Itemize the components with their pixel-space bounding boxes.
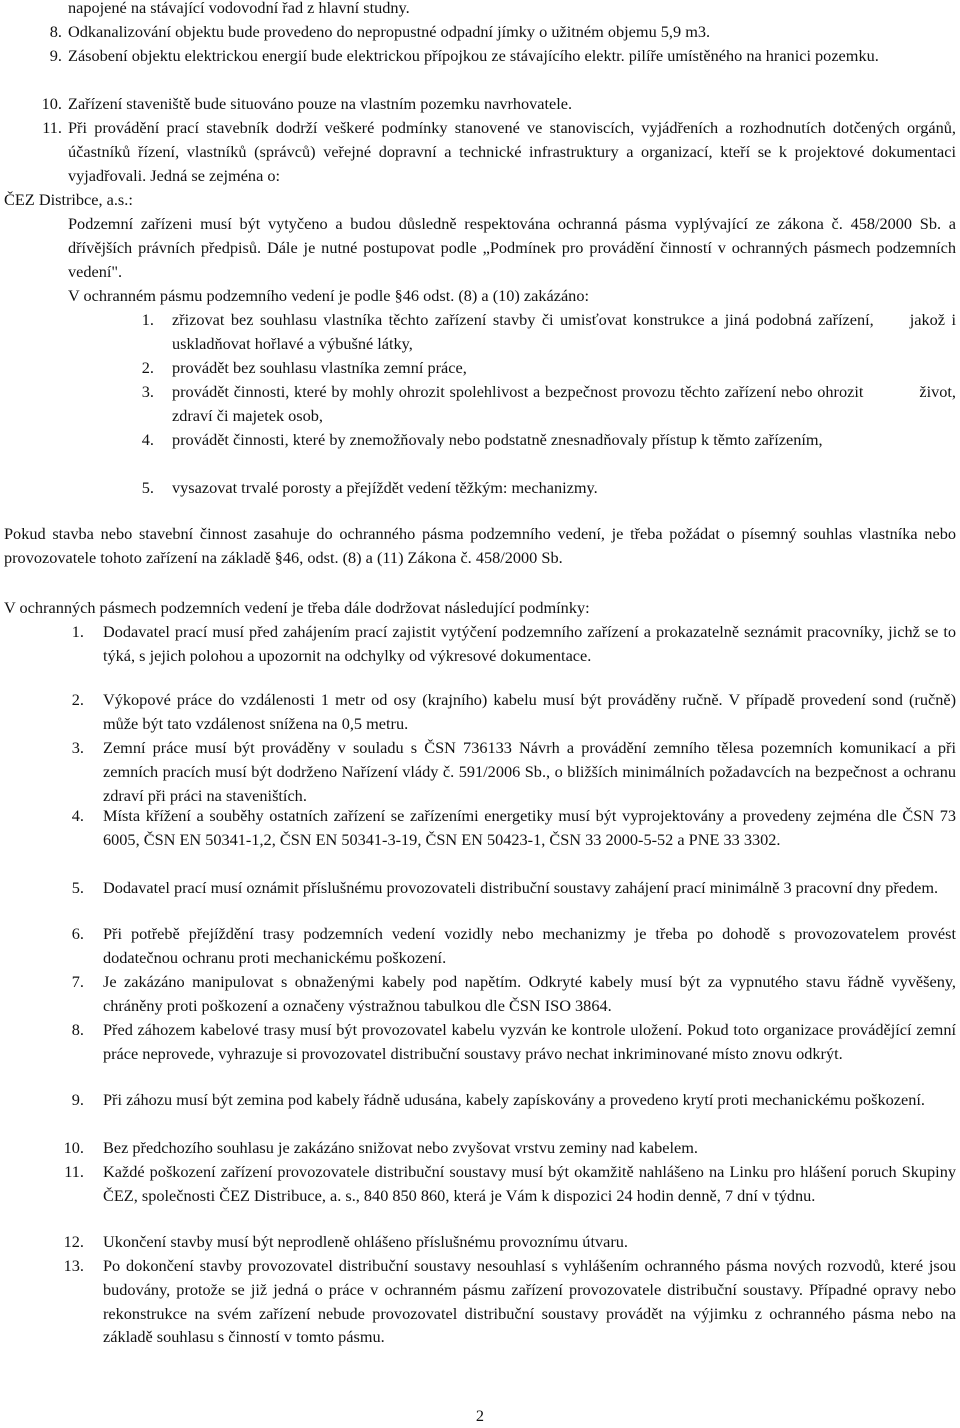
list-item-number: 1. (141, 310, 154, 329)
list-item: Při provádění prací stavebník dodrží veškeré podmínky stanovené ve stanoviscích, vyjádřeních a rozhodnutích dotčených orgánů, účastníků řízení, vlastníků (správců) veřejné dopravní a technické infrastruktury a organizací, kteří se k projektové dokumentaci vyjadřovali. Jedná se zejména o: (68, 118, 956, 185)
list-item-number: 9. (71, 1090, 84, 1109)
list-item-number: 3. (141, 382, 154, 401)
page-number: 2 (475, 1406, 485, 1425)
list-item: Při záhozu musí být zemina pod kabely řádně udusána, kabely zapískovány a provedeno krytí proti mechanickému poškození. (103, 1090, 925, 1109)
list-fragment: napojené na stávající vodovodní řad z hlavní studny. (68, 0, 410, 17)
list-item: Ukončení stavby musí být neprodleně ohlášeno příslušnému provoznímu útvaru. (103, 1232, 628, 1251)
list-item: Odkanalizování objektu bude provedeno do nepropustné odpadní jímky o užitném objemu 5,9 m3. (68, 22, 711, 41)
list-item: Zařízení staveniště bude situováno pouze na vlastním pozemku navrhovatele. (68, 94, 573, 113)
list-item: Zemní práce musí být prováděny v souladu s ČSN 736133 Návrh a provádění zemního tělesa pozemních komunikací a při zemních pracích musí být dodrženo Nařízení vlády č. 591/2006 Sb., o bližších minimálních požadavcích na bezpečnost a ochranu zdraví při práci na staveništích. (103, 738, 956, 805)
paragraph: Podzemní zařízeni musí být vytyčeno a budou důsledně respektována ochranná pásma vyplývající ze zákona č. 458/2000 Sb. a dřívějších právních předpisů. Dále je nutné postupovat podle „Podmínek pro provádění činností v ochranných pásmech podzemních vedení". (68, 214, 956, 281)
list-item: Dodavatel prací musí před zahájením prací zajistit vytýčení podzemního zařízení a prokazatelně seznámit pracovníky, jichž se to týká, s jejich polohou a upozornit na odchylky od výkresové dokumentace. (103, 622, 956, 665)
list-item: Po dokončení stavby provozovatel distribuční soustavy nesouhlasí s vyhlášením ochranného pásma nových rozvodů, které jsou budovány, protože se již jedná o práce v ochranném pásmu zařízení provozovatele distribuční soustavy. Případné opravy nebo rekonstrukce na svém zařízení nebude provozovatel distribuční soustavy provádět na výjimku z ochranného pásma nebo na základě souhlasu s činností v tomto pásmu. (103, 1256, 956, 1347)
list-item-text: jakož i uskladňovat hořlavé a výbušné látky, (172, 310, 956, 353)
list-item: provádět bez souhlasu vlastníka zemní práce, (172, 358, 467, 377)
list-item-number: 2. (71, 690, 84, 709)
list-item: Místa křížení a souběhy ostatních zařízení se zařízeními energetiky musí být vyprojektovány a provedeny zejména dle ČSN 73 6005, ČSN EN 50341-1,2, ČSN EN 50341-3-19, ČSN EN 50423-1, ČSN 33 2000-5-52 a PNE 33 3302. (103, 806, 956, 849)
list-item: Je zakázáno manipulovat s obnaženými kabely pod napětím. Odkryté kabely musí být za vypnutého stavu řádně vyvěšeny, chráněny proti poškození a označeny výstražnou tabulkou dle ČSN ISO 3864. (103, 972, 956, 1015)
paragraph: V ochranných pásmech podzemních vedení je třeba dále dodržovat následující podmínky: (4, 598, 590, 617)
list-item-number: 11. (64, 1162, 84, 1181)
list-item (172, 308, 956, 356)
list-item: vysazovat trvalé porosty a přejíždět vedení těžkým: mechanizmy. (172, 478, 598, 497)
list-item-number: 12. (63, 1232, 84, 1251)
list-item-text: zřizovat bez souhlasu vlastníka těchto zařízení stavby či umisťovat konstrukce a jiná podobná zařízení, (172, 310, 874, 329)
paragraph: Pokud stavba nebo stavební činnost zasahuje do ochranného pásma podzemního vedení, je třeba požádat o písemný souhlas vlastníka nebo provozovatele tohoto zařízení na základě §46, odst. (8) a (11) Zákona č. 458/2000 Sb. (4, 524, 956, 567)
list-item-number: 13. (63, 1256, 84, 1275)
list-item-number: 10. (63, 1138, 84, 1157)
list-item-text: život, zdraví či majetek osob, (172, 382, 956, 425)
list-item (172, 380, 956, 428)
paragraph: V ochranném pásmu podzemního vedení je podle §46 odst. (8) a (10) zakázáno: (68, 286, 589, 305)
list-item: provádět činnosti, které by znemožňovaly nebo podstatně znesnadňovaly přístup k těmto zařízením, (172, 430, 823, 449)
list-item-text: provádět činnosti, které by mohly ohrozit spolehlivost a bezpečnost provozu těchto zařízení nebo ohrozit (172, 382, 864, 401)
list-item-number: 1. (71, 622, 84, 641)
list-item-number: 6. (71, 924, 84, 943)
list-item-number: 9. (49, 46, 62, 65)
list-item-number: 10. (41, 94, 62, 113)
list-item: Zásobení objektu elektrickou energií bude elektrickou přípojkou ze stávajícího elektr. pilíře umístěného na hranici pozemku. (68, 46, 879, 65)
list-item-number: 4. (71, 806, 84, 825)
list-item: Před záhozem kabelové trasy musí být provozovatel kabelu vyzván ke kontrole uložení. Pokud toto organizace provádějící zemní práce neprovede, vyhrazuje si provozovatel distribuční soustavy právo nechat inkriminované místo znovu odkrýt. (103, 1020, 956, 1063)
list-item: Při potřebě přejíždění trasy podzemních vedení vozidly nebo mechanizmy je třeba po dohodě s provozovatelem provést dodatečnou ochranu proti mechanickému poškození. (103, 924, 956, 967)
list-item-number: 3. (71, 738, 84, 757)
list-item: Každé poškození zařízení provozovatele distribuční soustavy musí být okamžitě nahlášeno na Linku pro hlášení poruch Skupiny ČEZ, společnosti ČEZ Distribuce, a. s., 840 850 860, která je Vám k dispozici 24 hodin denně, 7 dní v týdnu. (103, 1162, 956, 1205)
list-item-number: 5. (141, 478, 154, 497)
list-item-number: 2. (141, 358, 154, 377)
list-item: Výkopové práce do vzdálenosti 1 metr od osy (krajního) kabelu musí být prováděny ručně. V případě provedení sond (ručně) může být tato vzdálenost snížena na 0,5 metru. (103, 690, 956, 733)
list-item-number: 4. (141, 430, 154, 449)
list-item: Bez předchozího souhlasu je zakázáno snižovat nebo zvyšovat vrstvu zeminy nad kabelem. (103, 1138, 698, 1157)
list-item: Dodavatel prací musí oznámit příslušnému provozovateli distribuční soustavy zahájení prací minimálně 3 pracovní dny předem. (103, 878, 939, 897)
list-item-number: 11. (42, 118, 62, 137)
list-item-number: 5. (71, 878, 84, 897)
list-item-number: 8. (71, 1020, 84, 1039)
list-item-number: 8. (49, 22, 62, 41)
section-heading: ČEZ Distribce, a.s.: (4, 190, 133, 209)
list-item-number: 7. (71, 972, 84, 991)
